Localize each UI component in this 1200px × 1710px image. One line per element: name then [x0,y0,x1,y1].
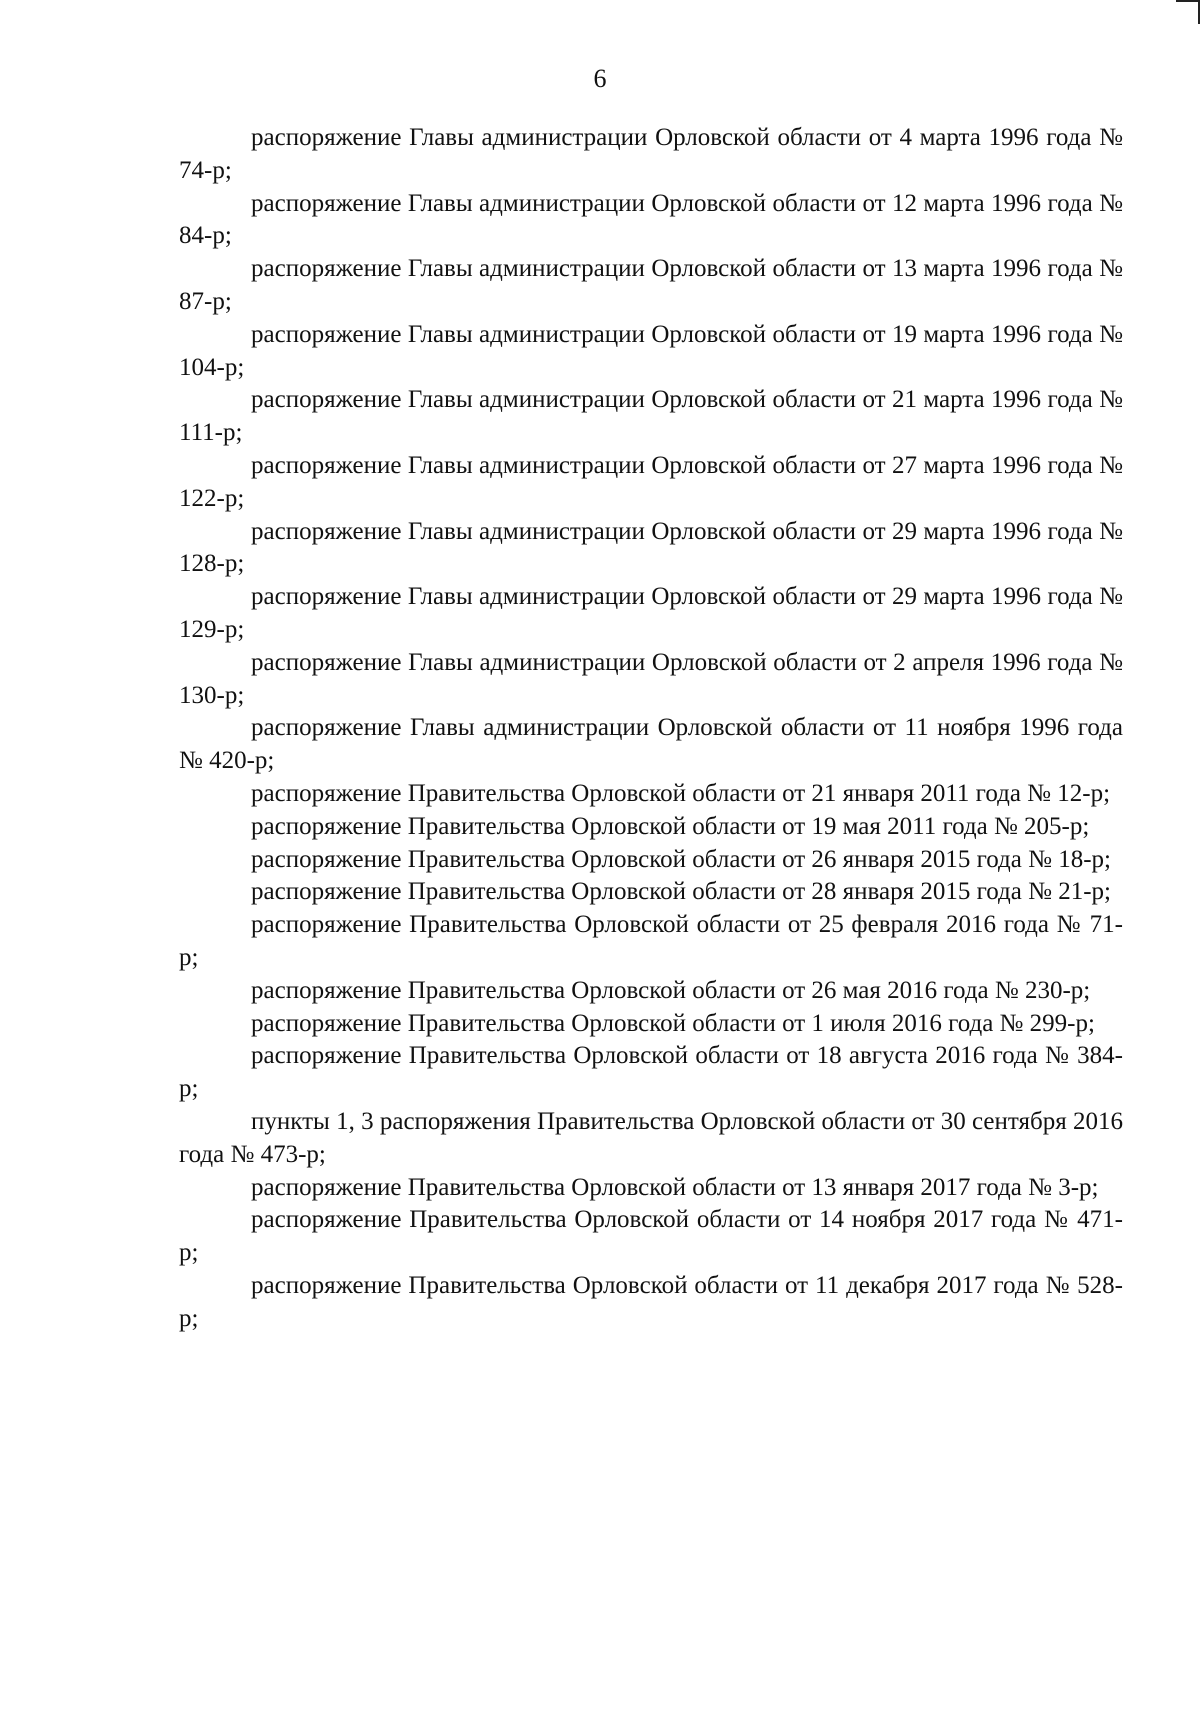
list-item: распоряжение Правительства Орловской области от 1 июля 2016 года № 299-р; [251,1009,1095,1037]
list-item: распоряжение Правительства Орловской области от 19 мая 2011 года № 205-р; [251,812,1090,840]
list-item: распоряжение Главы администрации Орловской области от 29 марта 1996 года № 128-р; [179,517,1123,578]
list-item: распоряжение Правительства Орловской области от 11 декабря 2017 года № 528-р; [179,1271,1123,1332]
list-item: распоряжение Главы администрации Орловской области от 27 марта 1996 года № 122-р; [179,451,1123,512]
list-item: распоряжение Правительства Орловской области от 26 января 2015 года № 18-р; [251,845,1111,873]
list-item: распоряжение Правительства Орловской области от 14 ноября 2017 года № 471-р; [179,1206,1123,1267]
list-item: распоряжение Главы администрации Орловской области от 11 ноября 1996 года № 420-р; [179,714,1123,775]
list-item: распоряжение Главы администрации Орловской области от 21 марта 1996 года № 111-р; [179,386,1123,447]
list-item: распоряжение Правительства Орловской области от 18 августа 2016 года № 384-р; [179,1042,1123,1103]
page-number: 6 [593,64,607,93]
list-item: распоряжение Правительства Орловской области от 13 января 2017 года № 3-р; [251,1173,1099,1201]
list-item: распоряжение Главы администрации Орловской области от 13 марта 1996 года № 87-р; [179,255,1123,315]
decree-list [179,122,1123,1335]
list-item: распоряжение Главы администрации Орловской области от 29 марта 1996 года № 129-р; [179,583,1123,643]
list-item: распоряжение Правительства Орловской области от 26 мая 2016 года № 230-р; [251,976,1091,1004]
list-item: пункты 1, 3 распоряжения Правительства Орловской области от 30 сентября 2016 года № 473-р; [179,1107,1123,1168]
list-item: распоряжение Главы администрации Орловской области от 12 марта 1996 года № 84-р; [179,189,1123,250]
list-item: распоряжение Главы администрации Орловской области от 19 марта 1996 года № 104-р; [179,320,1123,381]
list-item: распоряжение Правительства Орловской области от 28 января 2015 года № 21-р; [251,878,1111,906]
list-item: распоряжение Главы администрации Орловской области от 2 апреля 1996 года № 130-р; [179,648,1123,709]
list-item: распоряжение Правительства Орловской области от 21 января 2011 года № 12-р; [251,779,1111,807]
scan-corner-mark [1176,0,1200,24]
list-item: распоряжение Главы администрации Орловской области от 4 марта 1996 года № 74-р; [179,124,1123,184]
list-item: распоряжение Правительства Орловской области от 25 февраля 2016 года № 71-р; [179,911,1123,971]
